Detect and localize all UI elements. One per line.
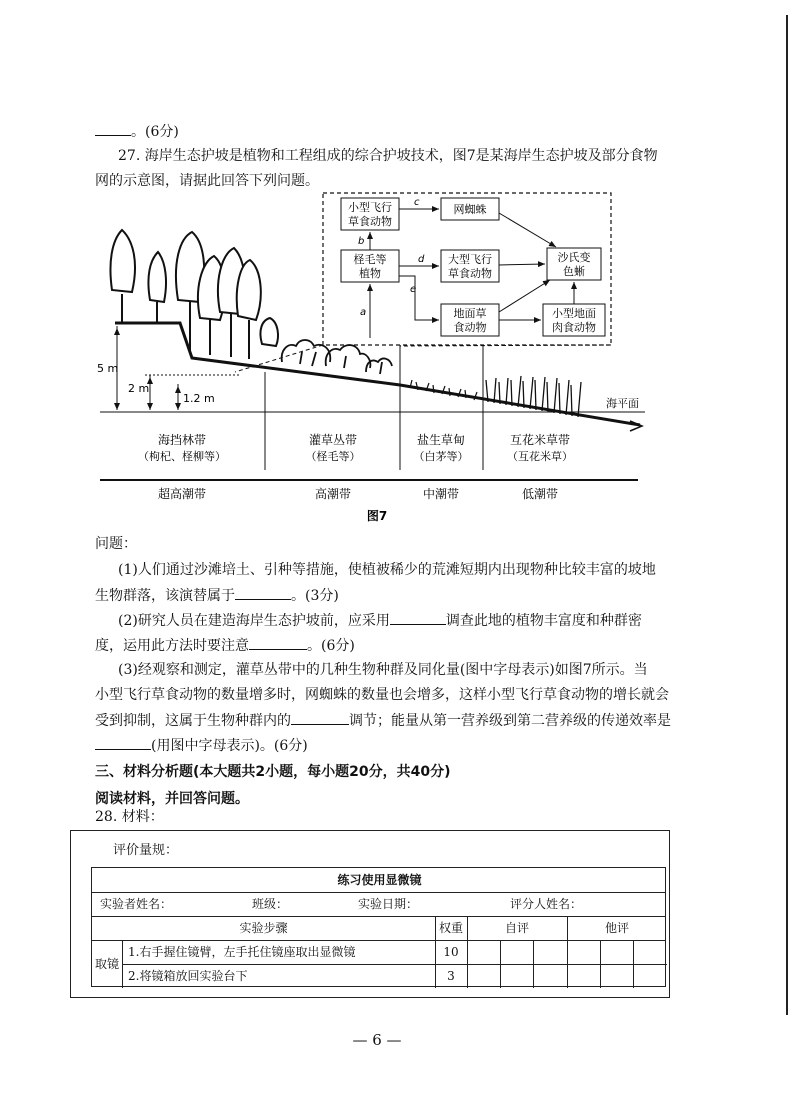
q3-line1: (3)经观察和测定，灌草丛带中的几种生物种群及同化量(图中字母表示)如图7所示。当 xyxy=(118,662,648,678)
q3-line2: 小型飞行草食动物的数量增多时，网蜘蛛的数量也会增多，这样小型飞行草食动物的增长就会 xyxy=(95,687,669,703)
zone-1-detail: （枸杞、柽柳等） xyxy=(138,450,226,463)
svg-text:草食动物: 草食动物 xyxy=(348,215,392,228)
q28-label: 28. 材料： xyxy=(95,809,164,825)
svg-text:色蜥: 色蜥 xyxy=(563,265,585,278)
zone-3-name: 盐生草甸 xyxy=(416,433,466,447)
tide-1: 超高潮带 xyxy=(157,487,207,501)
svg-text:c: c xyxy=(414,197,420,208)
q2-line2: 度，运用此方法时要注意 。(6分) xyxy=(95,635,355,656)
zone-4-name: 互花米草带 xyxy=(509,433,571,447)
q1-line2: 生物群落，该演替属于 。(3分) xyxy=(95,585,339,606)
page-number: — 6 — xyxy=(352,1031,402,1049)
height-5m: 5 m xyxy=(97,362,119,375)
svg-text:大型飞行: 大型飞行 xyxy=(448,253,492,266)
group-label: 取镜 xyxy=(95,957,120,971)
forest-trees xyxy=(110,230,278,359)
svg-text:沙氏变: 沙氏变 xyxy=(557,251,591,264)
figure-caption: 图7 xyxy=(366,509,388,523)
height-2m: 2 m xyxy=(128,382,150,395)
info-date: 实验日期： xyxy=(358,897,419,911)
q3-line4: (用图中字母表示)。(6分) xyxy=(95,735,308,756)
coast-profile xyxy=(115,323,642,431)
section-3-instruction: 阅读材料，并回答问题。 xyxy=(95,791,249,807)
section-3-title: 三、材料分析题(本大题共2小题，每小题20分，共40分) xyxy=(95,764,451,780)
prev-answer-line: 。(6分) xyxy=(95,121,179,142)
svg-text:e: e xyxy=(410,284,417,295)
rubric-grid xyxy=(91,867,666,987)
node-lizard xyxy=(547,248,601,280)
height-1-2m: 1.2 m xyxy=(183,392,215,405)
step-2: 2.将镜箱放回实验台下 xyxy=(128,969,248,983)
header-peer: 他评 xyxy=(604,921,629,935)
info-name: 实验者姓名： xyxy=(100,897,173,911)
svg-text:a: a xyxy=(360,307,367,318)
q27-line1: 27. 海岸生态护坡是植物和工程组成的综合护坡技术，图7是某海岸生态护坡及部分食物 xyxy=(118,148,658,164)
svg-text:d: d xyxy=(418,254,425,265)
svg-text:肉食动物: 肉食动物 xyxy=(552,321,596,334)
svg-text:地面草: 地面草 xyxy=(453,307,487,320)
zone-2-detail: （柽毛等） xyxy=(305,450,361,463)
svg-text:网蜘蛛: 网蜘蛛 xyxy=(453,203,487,216)
zone-1-name: 海挡林带 xyxy=(157,433,207,447)
info-class: 班级： xyxy=(252,897,289,911)
answer-blank[interactable] xyxy=(249,635,307,650)
zone-3-detail: （白茅等） xyxy=(413,450,469,463)
svg-text:食动物: 食动物 xyxy=(453,321,487,334)
q3-line3: 受到抑制，这属于生物种群内的 调节；能量从第一营养级到第二营养级的传递效率是 xyxy=(95,710,671,731)
answer-blank[interactable] xyxy=(390,610,446,625)
step-1: 1.右手握住镜臂，左手托住镜座取出显微镜 xyxy=(128,945,356,959)
tide-2: 高潮带 xyxy=(314,487,352,501)
tide-3: 中潮带 xyxy=(422,487,460,501)
spartina-grass xyxy=(486,376,581,417)
svg-text:小型飞行: 小型飞行 xyxy=(348,201,392,214)
answer-blank[interactable] xyxy=(235,585,291,600)
svg-text:柽毛等: 柽毛等 xyxy=(353,253,387,266)
node-small-flyer xyxy=(341,198,399,230)
questions-heading: 问题： xyxy=(95,536,137,552)
svg-text:小型地面: 小型地面 xyxy=(552,307,596,320)
info-grader: 评分人姓名： xyxy=(510,897,583,911)
sea-level-label: 海平面 xyxy=(606,397,639,410)
node-ground-herbivore xyxy=(441,304,499,336)
answer-blank[interactable] xyxy=(95,735,151,750)
node-tamarisk xyxy=(341,250,399,282)
evaluation-rubric xyxy=(70,830,670,998)
weight-2: 3 xyxy=(447,969,455,983)
header-step: 实验步骤 xyxy=(239,921,288,935)
zone-4-detail: （互花米草） xyxy=(507,450,573,463)
header-weight: 权重 xyxy=(438,921,463,935)
q27-line2: 网的示意图，请据此回答下列问题。 xyxy=(95,173,319,189)
q2-line1: (2)研究人员在建造海岸生态护坡前，应采用 调查此地的植物丰富度和种群密 xyxy=(118,610,642,631)
header-self: 自评 xyxy=(504,921,529,935)
zone-2-name: 灌草丛带 xyxy=(308,433,358,447)
node-spider xyxy=(441,198,499,220)
node-small-carnivore xyxy=(543,304,605,336)
figure-7 xyxy=(0,0,800,540)
svg-text:草食动物: 草食动物 xyxy=(448,267,492,280)
rubric-caption: 评价量规： xyxy=(113,843,179,858)
rubric-title: 练习使用显微镜 xyxy=(337,873,422,887)
q1-line1: (1)人们通过沙滩培土、引种等措施，使植被稀少的荒滩短期内出现物种比较丰富的坡地 xyxy=(118,562,656,578)
node-big-flyer xyxy=(441,250,499,282)
tide-4: 低潮带 xyxy=(521,487,559,501)
height-markers xyxy=(117,326,240,410)
weight-1: 10 xyxy=(443,945,459,959)
answer-blank[interactable] xyxy=(291,710,349,725)
svg-text:植物: 植物 xyxy=(359,267,381,280)
svg-text:b: b xyxy=(358,236,365,247)
